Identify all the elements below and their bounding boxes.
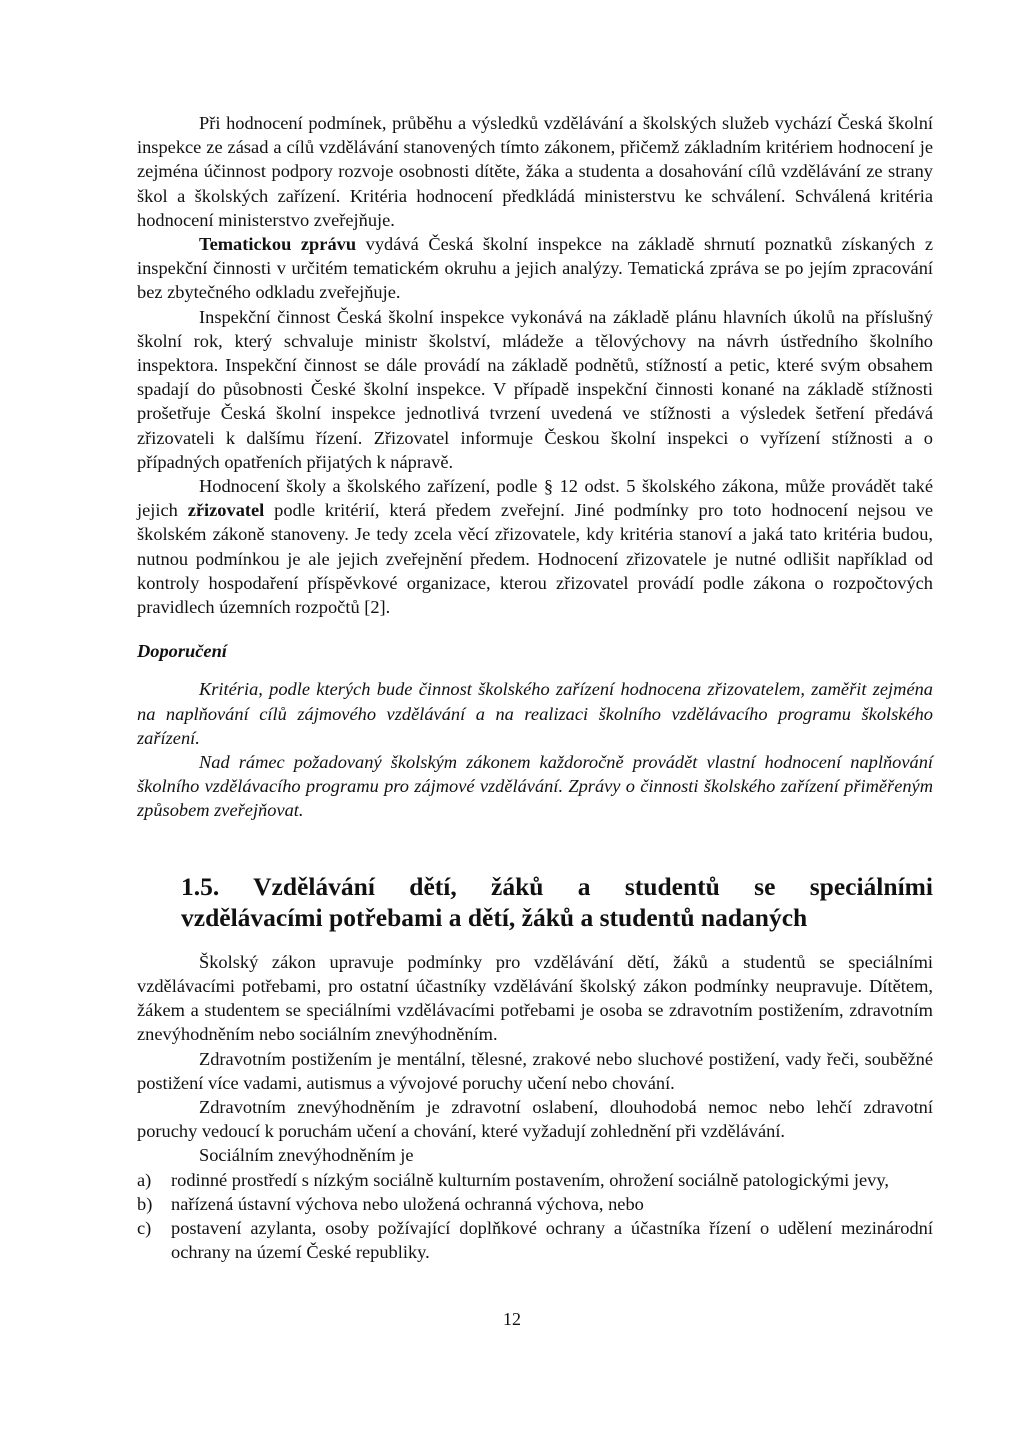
paragraph-evaluation-criteria: Při hodnocení podmínek, průběhu a výsledků vzdělávání a školských služeb vychází Česká školní inspekce ze zásad a cílů vzdělávání stanovených tímto zákonem, přičemž základním kritériem hodnocení je zejména účinnost podpory rozvoje osobnosti dítěte, žáka a studenta a dosahování cílů vzdělávání ze strany škol a školských zařízení. Kritéria hodnocení předkládá ministerstvu ke schválení. Schválená kritéria hodnocení ministerstvo zveřejňuje.: [137, 113, 933, 230]
list-marker: a): [137, 1169, 152, 1190]
paragraph-founder-evaluation: [137, 474, 933, 619]
list-item: [137, 1192, 933, 1216]
paragraph-thematic-report: [137, 232, 933, 305]
recommendation-2: Nad rámec požadovaný školským zákonem každoročně provádět vlastní hodnocení naplňování školního vzdělávacího programu pro zájmové vzdělávání. Zprávy o činnosti školského zařízení přiměřeným způsobem zveřejňovat.: [137, 752, 933, 821]
document-page: [137, 111, 933, 1264]
page-number: 12: [503, 1309, 521, 1329]
recommendation-heading: Doporučení: [137, 641, 227, 662]
paragraph-inspection-activity: Inspekční činnost Česká školní inspekce vykonává na základě plánu hlavních úkolů na příslušný školní rok, který schvaluje ministr školství, mládeže a tělovýchovy na návrh ústředního školního inspektora. Inspekční činnost se dále provádí na základě podnětů, stížností a petic, které svým obsahem spadají do působnosti České školní inspekce. V případě inspekční činnosti konané na základě stížnosti prošetřuje Česká školní inspekce jednotlivá tvrzení uvedená ve stížnosti a výsledek šetření předává zřizovateli k dalšímu řízení. Zřizovatel informuje Českou školní inspekci o vyřízení stížnosti a o případných opatřeních přijatých k nápravě.: [137, 306, 933, 472]
list-item: [137, 1216, 933, 1264]
paragraph-special-needs: Školský zákon upravuje podmínky pro vzdělávání dětí, žáků a studentů se speciálními vzdělávacími potřebami, pro ostatní účastníky vzdělávání školský zákon podmínky neupravuje. Dítětem, žákem a studentem se speciálními vzdělávacími potřebami je osoba se zdravotním postižením, zdravotním znevýhodněním nebo sociálním znevýhodněním.: [137, 951, 933, 1045]
list-marker: b): [137, 1193, 153, 1214]
thematic-report-text: vydává Česká školní inspekce na základě shrnutí poznatků získaných z inspekční činnosti v určitém tematickém okruhu a jejich analýzy. Tematická zpráva se po jejím zpracování bez zbytečného odkladu zveřejňuje.: [137, 234, 933, 303]
section-heading-line2: vzdělávacími potřebami a dětí, žáků a studentů nadaných: [181, 902, 808, 932]
list-text: nařízená ústavní výchova nebo uložená ochranná výchova, nebo: [171, 1193, 644, 1214]
list-item: [137, 1168, 933, 1192]
paragraph-health-disadvantage: Zdravotním znevýhodněním je zdravotní oslabení, dlouhodobá nemoc nebo lehčí zdravotní poruchy vedoucí k poruchám učení a chování, které vyžadují zohlednění při vzdělávání.: [137, 1096, 933, 1142]
paragraph-disability: Zdravotním postižením je mentální, tělesné, zrakové nebo sluchové postižení, vady řeči, souběžné postižení více vadami, autismus a vývojové poruchy učení nebo chování.: [137, 1048, 933, 1093]
founder-text-a: Hodnocení školy a školského zařízení, podle § 12 odst. 5 školského zákona, může provádět také jejich: [137, 476, 933, 521]
section-heading-line1: 1.5. Vzdělávání dětí, žáků a studentů se speciálními: [181, 871, 933, 901]
section-heading: [137, 871, 933, 933]
list-text: rodinné prostředí s nízkým sociálně kulturním postavením, ohrožení sociálně patologickými jevy,: [171, 1169, 889, 1190]
paragraph-social-disadvantage: Sociálním znevýhodněním je: [199, 1145, 414, 1166]
recommendation-1: Kritéria, podle kterých bude činnost školského zařízení hodnocena zřizovatelem, zaměřit zejména na naplňování cílů zájmového vzdělávání a na realizaci školního vzdělávacího programu školského zařízení.: [137, 679, 933, 748]
thematic-report-term: Tematickou zprávu: [199, 234, 357, 255]
founder-term: zřizovatel: [187, 500, 265, 521]
list-marker: c): [137, 1217, 152, 1238]
list-text: postavení azylanta, osoby požívající doplňkové ochrany a účastníka řízení o udělení mezinárodní ochrany na území České republiky.: [171, 1217, 933, 1263]
founder-text-b: podle kritérií, která předem zveřejní. Jiné podmínky pro toto hodnocení nejsou ve školském zákoně stanoveny. Je tedy zcela věcí zřizovatele, kdy kritéria stanoví a jaká tato kritéria budou, nutnou podmínkou je ale jejich zveřejnění předem. Hodnocení zřizovatele je nutné odlišit například od kontroly hospodaření příspěvkové organizace, kterou zřizovatel provádí podle zákona o rozpočtových pravidlech územních rozpočtů [2].: [137, 500, 933, 618]
